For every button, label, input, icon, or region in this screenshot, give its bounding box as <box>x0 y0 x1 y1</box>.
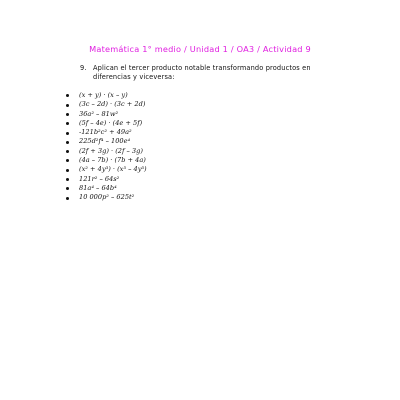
instruction-number: 9. <box>80 64 87 72</box>
bullet-icon <box>66 159 69 162</box>
bullet-icon <box>66 150 69 153</box>
bullet-icon <box>66 122 69 125</box>
expression: 81a⁴ – 64b⁴ <box>79 183 117 192</box>
bullet-icon <box>66 132 69 135</box>
expression: (x + y) · (x – y) <box>79 91 128 99</box>
expression: 121r² – 64s² <box>79 174 120 183</box>
expression: (5f – 4e) · (4e + 5f) <box>79 118 143 127</box>
expression: -121b²c² + 49a² <box>79 128 132 137</box>
bullet-icon <box>66 197 69 200</box>
expression: 36a² – 81w² <box>79 109 119 118</box>
expression: 10 000p² – 625t² <box>79 193 135 202</box>
bullet-icon <box>66 113 69 116</box>
expression: 225d²f⁴ – 100e⁴ <box>79 137 131 146</box>
expression: (x² + 4y³) · (x³ – 4y³) <box>79 165 147 174</box>
page-title: Matemática 1° medio / Unidad 1 / OA3 / Actividad 9 <box>89 44 311 54</box>
instruction <box>80 64 350 82</box>
bullet-icon <box>66 141 69 144</box>
expression: (4a – 7b) · (7b + 4a) <box>79 156 146 165</box>
bullet-icon <box>66 187 69 190</box>
bullet-icon <box>66 104 69 107</box>
instruction-text: Aplican el tercer producto notable transformando productos en diferencias y viceversa: <box>93 64 311 81</box>
bullet-icon <box>66 94 69 97</box>
expression: (3c – 2d) · (3c + 2d) <box>79 100 146 109</box>
bullet-icon <box>66 178 69 181</box>
bullet-icon <box>66 169 69 172</box>
expression: (2f + 3g) · (2f – 3g) <box>79 146 143 155</box>
